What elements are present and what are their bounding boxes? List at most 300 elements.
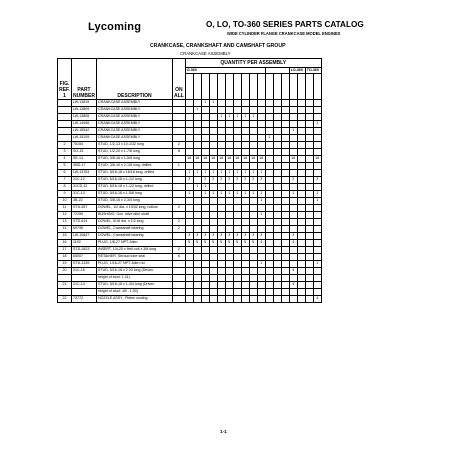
- quantity-cell: 5: [225, 240, 233, 247]
- quantity-cell: 3: [313, 177, 321, 184]
- ref-cell: 9: [58, 191, 72, 198]
- table-row: [58, 212, 322, 219]
- quantity-cell: [297, 226, 305, 233]
- ref-cell: 15: [58, 233, 72, 240]
- ref-cell: 16: [58, 240, 72, 247]
- parts-body: [58, 100, 322, 303]
- quantity-cell: 2: [241, 177, 249, 184]
- quantity-cell: [273, 142, 281, 149]
- quantity-cell: [297, 233, 305, 240]
- quantity-cell: [289, 289, 297, 296]
- table-row: [58, 254, 322, 261]
- quantity-cell: 1: [257, 261, 265, 268]
- table-row: [58, 233, 322, 240]
- on-all-cell: [173, 198, 186, 205]
- quantity-cell: [201, 275, 209, 282]
- on-all-cell: [173, 100, 186, 107]
- quantity-cell: [273, 170, 281, 177]
- quantity-cell: 16: [193, 156, 201, 163]
- on-all-cell: [173, 177, 186, 184]
- quantity-cell: 1: [225, 114, 233, 121]
- quantity-cell: [281, 114, 289, 121]
- table-row: [58, 191, 322, 198]
- description-cell: DOWEL, Crankshaft bearing: [97, 233, 173, 240]
- quantity-cell: [265, 177, 273, 184]
- quantity-cell: [209, 212, 217, 219]
- quantity-cell: [185, 282, 193, 289]
- model-code-cell: [249, 74, 257, 100]
- on-all-cell: [173, 156, 186, 163]
- quantity-cell: [209, 275, 217, 282]
- description-cell: STUD, 3/8-16 x 2-3/4 long: [97, 198, 173, 205]
- description-cell: STUD, 5/16-18 x 1-1/2 long: [97, 177, 173, 184]
- part-number-cell: SE-13: [72, 156, 97, 163]
- ref-cell: 6: [58, 170, 72, 177]
- description-cell: STUD, 1/2-20 x 1-7/8 long: [97, 149, 173, 156]
- quantity-cell: [185, 268, 193, 275]
- quantity-cell: [281, 233, 289, 240]
- on-all-cell: [173, 184, 186, 191]
- quantity-cell: [241, 247, 249, 254]
- quantity-cell: [265, 128, 273, 135]
- quantity-cell: [225, 296, 233, 303]
- quantity-cell: [313, 212, 321, 219]
- quantity-cell: [241, 282, 249, 289]
- quantity-cell: 16: [313, 156, 321, 163]
- quantity-cell: [233, 142, 241, 149]
- quantity-cell: [241, 121, 249, 128]
- quantity-cell: [273, 128, 281, 135]
- description-cell: STUD, 3/8-16 x 2-1/8 long, drilled: [97, 163, 173, 170]
- part-number-cell: STD-1339: [72, 261, 97, 268]
- ref-cell: 4: [58, 156, 72, 163]
- quantity-cell: [297, 107, 305, 114]
- quantity-cell: 4: [217, 233, 225, 240]
- quantity-cell: [297, 268, 305, 275]
- quantity-cell: [297, 240, 305, 247]
- quantity-cell: [225, 219, 233, 226]
- quantity-cell: [201, 289, 209, 296]
- quantity-cell: [313, 247, 321, 254]
- quantity-cell: [289, 107, 297, 114]
- quantity-cell: [305, 156, 313, 163]
- quantity-cell: [265, 275, 273, 282]
- quantity-cell: 1: [233, 191, 241, 198]
- quantity-cell: [281, 296, 289, 303]
- quantity-cell: [265, 212, 273, 219]
- quantity-cell: [217, 142, 225, 149]
- table-row: [58, 170, 322, 177]
- quantity-cell: [281, 282, 289, 289]
- quantity-cell: 5: [241, 240, 249, 247]
- quantity-cell: [273, 107, 281, 114]
- quantity-cell: [313, 233, 321, 240]
- quantity-cell: 5: [249, 240, 257, 247]
- quantity-cell: [249, 198, 257, 205]
- quantity-cell: [233, 100, 241, 107]
- quantity-cell: [297, 100, 305, 107]
- model-code-cell: [241, 74, 249, 100]
- quantity-cell: [201, 296, 209, 303]
- table-row: [58, 289, 322, 296]
- quantity-cell: [241, 184, 249, 191]
- quantity-cell: [201, 198, 209, 205]
- quantity-cell: 1: [209, 191, 217, 198]
- quantity-cell: [233, 163, 241, 170]
- quantity-cell: [273, 149, 281, 156]
- quantity-cell: [193, 114, 201, 121]
- model-code-cell: [289, 74, 297, 100]
- quantity-cell: 16: [241, 156, 249, 163]
- quantity-cell: [209, 107, 217, 114]
- quantity-cell: [233, 212, 241, 219]
- on-all-cell: [173, 135, 186, 142]
- on-all-cell: [173, 240, 186, 247]
- quantity-cell: [281, 261, 289, 268]
- quantity-cell: [217, 184, 225, 191]
- quantity-cell: [289, 261, 297, 268]
- quantity-cell: [281, 219, 289, 226]
- quantity-cell: [241, 163, 249, 170]
- quantity-cell: [257, 247, 265, 254]
- quantity-cell: [313, 240, 321, 247]
- quantity-cell: [249, 121, 257, 128]
- quantity-cell: [289, 149, 297, 156]
- quantity-cell: [225, 149, 233, 156]
- quantity-cell: [249, 296, 257, 303]
- quantity-cell: [233, 121, 241, 128]
- quantity-cell: [233, 275, 241, 282]
- quantity-cell: 1: [185, 170, 193, 177]
- quantity-cell: [273, 163, 281, 170]
- quantity-cell: [273, 191, 281, 198]
- quantity-cell: [209, 289, 217, 296]
- quantity-cell: [313, 205, 321, 212]
- quantity-cell: [193, 198, 201, 205]
- quantity-cell: 1: [249, 170, 257, 177]
- quantity-cell: [193, 247, 201, 254]
- quantity-cell: [297, 205, 305, 212]
- quantity-cell: [305, 170, 313, 177]
- quantity-cell: [241, 135, 249, 142]
- quantity-cell: [225, 135, 233, 142]
- quantity-cell: [225, 226, 233, 233]
- table-row: [58, 107, 322, 114]
- on-all-cell: [173, 212, 186, 219]
- quantity-cell: [281, 191, 289, 198]
- quantity-cell: [201, 268, 209, 275]
- quantity-cell: [249, 100, 257, 107]
- table-row: [58, 100, 322, 107]
- quantity-cell: [297, 121, 305, 128]
- quantity-cell: 16: [289, 156, 297, 163]
- quantity-cell: [225, 275, 233, 282]
- engine-group-o360: O-360: [185, 68, 265, 74]
- quantity-cell: [257, 163, 265, 170]
- on-all-cell: 8: [173, 254, 186, 261]
- quantity-cell: 5: [185, 240, 193, 247]
- quantity-cell: [257, 254, 265, 261]
- quantity-cell: [273, 156, 281, 163]
- quantity-cell: 5: [209, 240, 217, 247]
- table-row: [58, 198, 322, 205]
- quantity-cell: [265, 156, 273, 163]
- part-number-cell: SG-15: [72, 149, 97, 156]
- quantity-cell: [265, 191, 273, 198]
- table-row: [58, 261, 322, 268]
- quantity-cell: [233, 149, 241, 156]
- quantity-cell: 1: [313, 198, 321, 205]
- quantity-cell: [217, 100, 225, 107]
- quantity-cell: 1: [233, 114, 241, 121]
- quantity-cell: [225, 268, 233, 275]
- quantity-cell: [241, 289, 249, 296]
- all-label: ALL: [174, 93, 184, 99]
- description-cell: DOWEL, 5/16 dia. x 1/2 long: [97, 219, 173, 226]
- description-cell: CRANKCASE ASSEMBLY: [97, 107, 173, 114]
- quantity-cell: [225, 254, 233, 261]
- quantity-cell: [281, 177, 289, 184]
- quantity-cell: [193, 212, 201, 219]
- quantity-cell: [225, 184, 233, 191]
- quantity-cell: [273, 289, 281, 296]
- quantity-cell: [225, 107, 233, 114]
- quantity-cell: [249, 282, 257, 289]
- quantity-cell: 16: [257, 156, 265, 163]
- quantity-cell: [313, 114, 321, 121]
- model-code-cell: [313, 74, 321, 100]
- ref-cell: 10: [58, 198, 72, 205]
- quantity-cell: [281, 128, 289, 135]
- quantity-cell: [265, 142, 273, 149]
- quantity-cell: [273, 296, 281, 303]
- description-cell: INSERT, 1/4-20 x Heli-coil x 3/8 long: [97, 247, 173, 254]
- ref-cell: 19: [58, 261, 72, 268]
- quantity-cell: [185, 100, 193, 107]
- quantity-cell: 4: [289, 268, 297, 275]
- quantity-cell: [265, 114, 273, 121]
- quantity-cell: [217, 282, 225, 289]
- quantity-cell: [289, 170, 297, 177]
- description-cell: CRANKCASE ASSEMBLY: [97, 100, 173, 107]
- quantity-cell: [225, 128, 233, 135]
- group-title: CRANKCASE, CRANKSHAFT AND CAMSHAFT GROUP: [150, 43, 286, 49]
- quantity-cell: [241, 128, 249, 135]
- quantity-cell: [233, 226, 241, 233]
- quantity-cell: [281, 268, 289, 275]
- quantity-cell: [201, 135, 209, 142]
- quantity-cell: [297, 261, 305, 268]
- quantity-cell: [185, 212, 193, 219]
- quantity-cell: [233, 107, 241, 114]
- table-row: [58, 268, 322, 275]
- quantity-cell: 4: [289, 233, 297, 240]
- part-number-cell: 31C-13: [72, 191, 97, 198]
- quantity-cell: [201, 226, 209, 233]
- quantity-cell: [193, 100, 201, 107]
- quantity-cell: 4: [257, 233, 265, 240]
- parts-table: [57, 58, 322, 303]
- on-all-cell: [173, 268, 186, 275]
- quantity-cell: [249, 219, 257, 226]
- quantity-cell: [297, 184, 305, 191]
- quantity-cell: [217, 149, 225, 156]
- quantity-cell: [281, 198, 289, 205]
- quantity-cell: [313, 289, 321, 296]
- quantity-cell: [185, 135, 193, 142]
- quantity-cell: 5: [233, 240, 241, 247]
- quantity-cell: [297, 177, 305, 184]
- on-all-cell: 8: [173, 149, 186, 156]
- quantity-cell: [201, 212, 209, 219]
- on-all-header: [173, 59, 186, 100]
- quantity-cell: [289, 254, 297, 261]
- quantity-cell: [313, 135, 321, 142]
- model-code-cell: [193, 74, 201, 100]
- quantity-cell: [185, 163, 193, 170]
- on-all-cell: [173, 261, 186, 268]
- on-all-cell: 2: [173, 226, 186, 233]
- quantity-cell: [225, 100, 233, 107]
- quantity-cell: 16: [249, 156, 257, 163]
- quantity-cell: [249, 142, 257, 149]
- part-number-cell: 1102: [72, 240, 97, 247]
- quantity-cell: [265, 121, 273, 128]
- part-number-cell: 69796: [72, 226, 97, 233]
- fig-label: FIG.: [59, 81, 70, 87]
- quantity-cell: [273, 205, 281, 212]
- description-cell: STUD, 5/16-18 x 1-1/2 long, drilled: [97, 184, 173, 191]
- quantity-cell: [249, 107, 257, 114]
- table-row: [58, 128, 322, 135]
- quantity-cell: 4: [233, 233, 241, 240]
- quantity-cell: [257, 226, 265, 233]
- quantity-cell: [193, 296, 201, 303]
- quantity-cell: [281, 149, 289, 156]
- on-all-cell: [173, 289, 186, 296]
- quantity-cell: [289, 212, 297, 219]
- ref-cell: [58, 100, 72, 107]
- table-row: [58, 296, 322, 303]
- on-all-cell: 2: [173, 142, 186, 149]
- quantity-cell: [249, 275, 257, 282]
- quantity-cell: 1: [193, 170, 201, 177]
- quantity-cell: [273, 240, 281, 247]
- quantity-cell: [281, 212, 289, 219]
- quantity-cell: [257, 135, 265, 142]
- quantity-cell: [193, 282, 201, 289]
- model-code-cell: [201, 74, 209, 100]
- quantity-cell: [289, 219, 297, 226]
- quantity-cell: [281, 107, 289, 114]
- quantity-cell: [273, 282, 281, 289]
- model-code-cell: [305, 74, 313, 100]
- quantity-cell: [273, 198, 281, 205]
- on-all-cell: 1: [173, 163, 186, 170]
- quantity-cell: 1: [241, 170, 249, 177]
- quantity-cell: [193, 149, 201, 156]
- quantity-cell: [241, 261, 249, 268]
- quantity-cell: [305, 114, 313, 121]
- quantity-cell: [249, 135, 257, 142]
- quantity-cell: [297, 212, 305, 219]
- quantity-cell: [201, 128, 209, 135]
- quantity-cell: [185, 247, 193, 254]
- table-row: [58, 142, 322, 149]
- quantity-cell: 4: [289, 240, 297, 247]
- quantity-cell: [249, 268, 257, 275]
- on-all-cell: [173, 121, 186, 128]
- quantity-cell: [193, 254, 201, 261]
- quantity-cell: [313, 282, 321, 289]
- on-all-cell: [173, 128, 186, 135]
- quantity-cell: 1: [289, 128, 297, 135]
- ref-cell: 2: [58, 142, 72, 149]
- quantity-cell: 1: [233, 170, 241, 177]
- quantity-cell: 5: [193, 240, 201, 247]
- quantity-cell: [241, 198, 249, 205]
- quantity-cell: [305, 247, 313, 254]
- quantity-cell: [201, 121, 209, 128]
- quantity-cell: [265, 170, 273, 177]
- quantity-cell: [217, 226, 225, 233]
- quantity-cell: [185, 205, 193, 212]
- quantity-cell: [265, 296, 273, 303]
- part-number-cell: 31C-14: [72, 282, 97, 289]
- quantity-cell: [249, 261, 257, 268]
- quantity-cell: [193, 128, 201, 135]
- part-number-cell: LW-10647: [72, 233, 97, 240]
- quantity-cell: 1: [225, 191, 233, 198]
- table-row: [58, 163, 322, 170]
- quantity-cell: [225, 163, 233, 170]
- quantity-cell: [297, 282, 305, 289]
- quantity-cell: [265, 254, 273, 261]
- part-number-cell: STD-614: [72, 219, 97, 226]
- quantity-cell: [209, 184, 217, 191]
- description-cell: STUD, 1/2-13 x 10-1/32 long: [97, 142, 173, 149]
- quantity-cell: 1: [201, 191, 209, 198]
- quantity-cell: [185, 226, 193, 233]
- part-number-cell: LW-13809: [72, 107, 97, 114]
- number-label: NUMBER: [73, 93, 95, 99]
- part-number-cell: STD-1823: [72, 247, 97, 254]
- quantity-cell: [305, 135, 313, 142]
- quantity-cell: [313, 170, 321, 177]
- quantity-cell: [241, 205, 249, 212]
- quantity-cell: [265, 163, 273, 170]
- quantity-cell: [185, 219, 193, 226]
- quantity-cell: [281, 142, 289, 149]
- quantity-cell: 5: [217, 240, 225, 247]
- ref-cell: 13: [58, 219, 72, 226]
- quantity-cell: [217, 254, 225, 261]
- quantity-cell: [305, 128, 313, 135]
- quantity-cell: [233, 135, 241, 142]
- table-row: [58, 184, 322, 191]
- fig-number: 1: [63, 93, 66, 99]
- quantity-cell: [241, 219, 249, 226]
- quantity-cell: [265, 198, 273, 205]
- quantity-cell: [209, 128, 217, 135]
- quantity-cell: 1: [201, 184, 209, 191]
- quantity-cell: [313, 275, 321, 282]
- quantity-cell: [225, 282, 233, 289]
- quantity-cell: 1: [201, 170, 209, 177]
- quantity-cell: [265, 219, 273, 226]
- ref-cell: 8: [58, 184, 72, 191]
- quantity-cell: [217, 128, 225, 135]
